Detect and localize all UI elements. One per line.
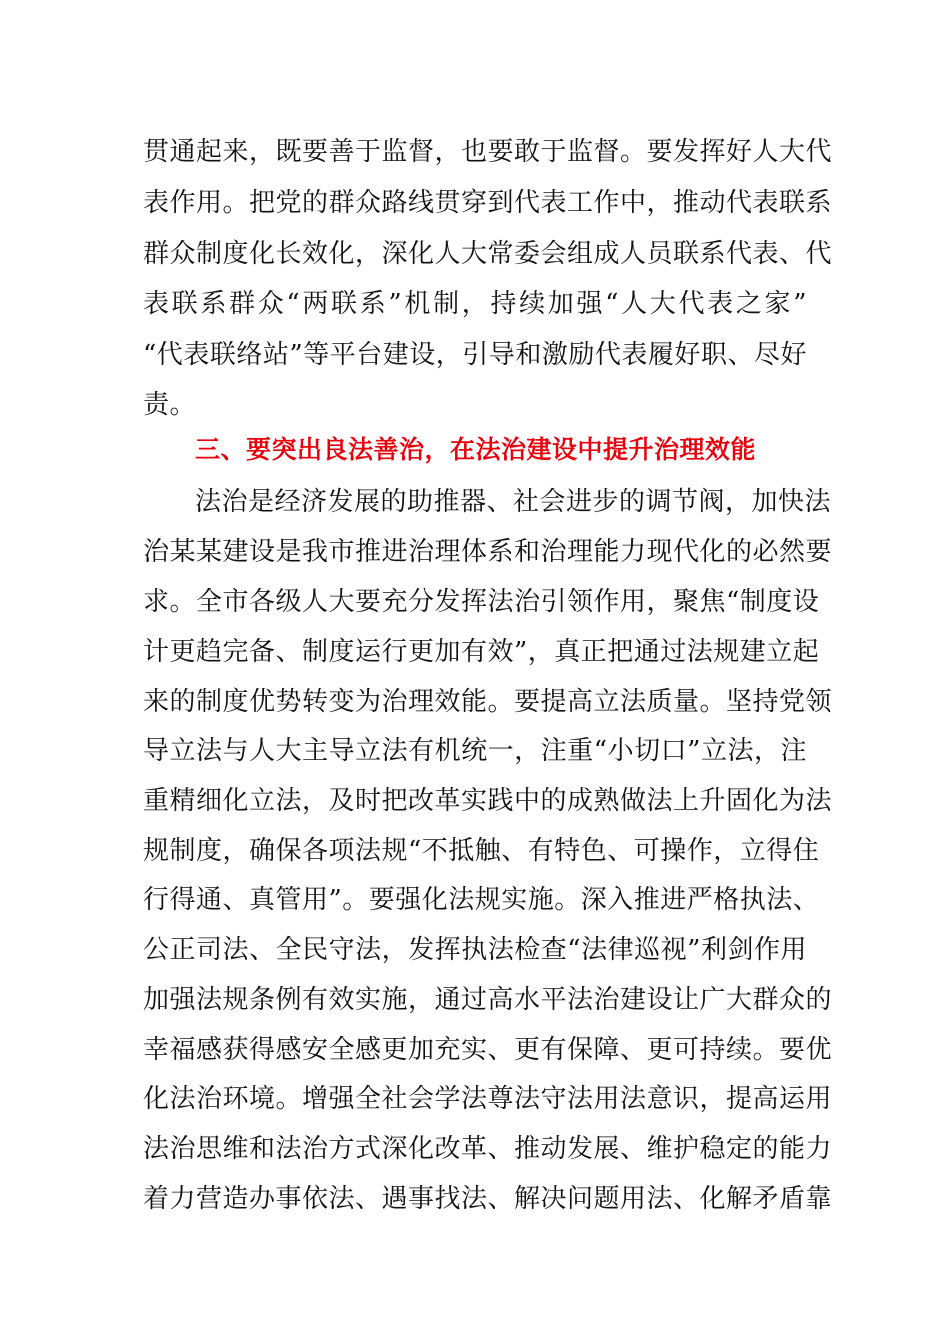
text-line: 表联系群众“两联系”机制，持续加强“人大代表之家”: [143, 289, 807, 319]
text-line: 表作用。把党的群众路线贯穿到代表工作中，推动代表联系: [143, 188, 833, 218]
text-line: 着力营造办事依法、遇事找法、解决问题用法、化解矛盾靠: [143, 1184, 833, 1214]
section-heading: 三、要突出良法善治，在法治建设中提升治理效能: [195, 435, 757, 464]
text-line: 幸福感获得感安全感更加充实、更有保障、更可持续。要优: [143, 1035, 833, 1065]
text-line: 群众制度化长效化，深化人大常委会组成人员联系代表、代: [143, 239, 833, 269]
text-line: 重精细化立法，及时把改革实践中的成熟做法上升固化为法: [143, 786, 833, 816]
text-line: 行得通、真管用”。要强化法规实施。深入推进严格执法、: [143, 885, 820, 915]
text-line: 责。: [143, 390, 197, 420]
text-line: 来的制度优势转变为治理效能。要提高立法质量。坚持党领: [143, 687, 833, 717]
text-line: 贯通起来，既要善于监督，也要敢于监督。要发挥好人大代: [143, 137, 833, 167]
text-line: 法治思维和法治方式深化改革、推动发展、维护稳定的能力: [143, 1134, 833, 1164]
text-line: 导立法与人大主导立法有机统一，注重“小切口”立法，注: [143, 736, 807, 766]
text-line: 化法治环境。增强全社会学法尊法守法用法意识，提高运用: [143, 1084, 833, 1114]
text-line: 规制度，确保各项法规“不抵触、有特色、可操作，立得住: [143, 836, 820, 866]
text-line: 治某某建设是我市推进治理体系和治理能力现代化的必然要: [143, 537, 833, 567]
text-line: 公正司法、全民守法，发挥执法检查“法律巡视”利剑作用: [143, 935, 807, 965]
text-line: 计更趋完备、制度运行更加有效”，真正把通过法规建立起: [143, 637, 820, 667]
text-line: 法治是经济发展的助推器、社会进步的调节阀，加快法: [195, 487, 832, 517]
text-line: 加强法规条例有效实施，通过高水平法治建设让广大群众的: [143, 985, 833, 1015]
text-line: 求。全市各级人大要充分发挥法治引领作用，聚焦“制度设: [143, 587, 820, 617]
text-line: “代表联络站”等平台建设，引导和激励代表履好职、尽好: [143, 340, 807, 370]
